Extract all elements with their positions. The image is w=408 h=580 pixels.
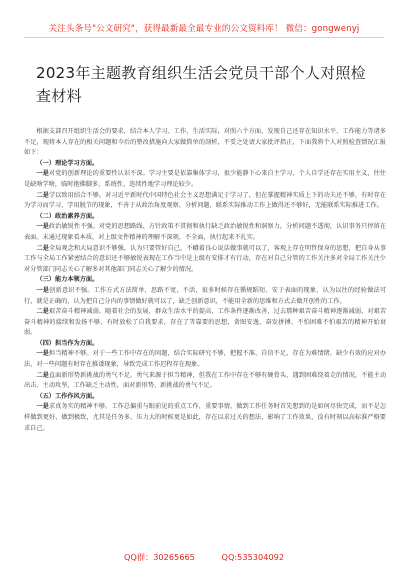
paragraph-lead: 一是	[36, 350, 49, 358]
paragraph-lead: 二是	[36, 244, 49, 252]
document-body	[24, 127, 386, 434]
paragraph-text: 创新意识不强。工作方式方法简单，思路不宽、不活，很多时候存在循规蹈矩、安于表面的现象，认为以往的经验做法可行，就是正确的，认为把自己分内的事情做好就可以了，缺乏创新意识，不能用全新的思维和方式去做开创性的工作。	[24, 286, 387, 305]
promo-banner[interactable]: 关注头条号"公文研究"，获得最新最全最专业的公文资料库！ 微信：gongwenyj	[48, 24, 360, 34]
paragraph-lead: 二是	[36, 191, 49, 199]
section-heading-theory: （一）理论学习方面。	[36, 159, 99, 167]
paragraph-lead: 二是	[36, 371, 49, 379]
contact-footer	[0, 552, 408, 563]
paragraph-lead: 一是	[36, 223, 49, 231]
paragraph-text: 求真务实的精神不够。工作总偏重与眼前见的重点工作，重要事情，做到工作任务时首先想到的是如何尽快完成，而不是怎样做到更好、做到极致，尤其是任务多、压力大的时候更是如此，存在以求过关的想法，影响了工作效果，没有时刻以高标准严格要求自己。	[24, 403, 387, 432]
paragraph	[24, 191, 386, 212]
intro-paragraph: 根据支部召开组织生活会的要求，结合本人学习、工作、生活实际，对照六个方面，发现自己还存在知识水平、工作能力等诸多不足，现将本人存在的相关问题和今后的整改措施向大家做简单的剖析，不妥之处请大家批评指正，下面我将个人对照检查情况汇报如下：	[24, 128, 386, 157]
document-title: 2023年主题教育组织生活会党员干部个人对照检查材料	[36, 64, 367, 105]
paragraph	[24, 169, 386, 190]
paragraph-text: 对党的创新理论的重要性认识不深。学习主要是依靠集体学习，很少能静下心来自主学习，个人自学还存在实用主义，往往是缺啥学啥，临时抱佛脚多，系统性、连续性地学习理论较少。	[24, 170, 387, 188]
paragraph-text: 学以致用结合不够。对习近平新时代中国特色社会主义思想满足于学习了，但在掌握精神实质上下的功夫还不够，有时存在为学习而学习，学用脱节的现象，不善于从政治角度观察、分析问题，联系实际推动工作上做得还不够好，无能联系实际推进工作。	[24, 191, 387, 210]
paragraph-text: 艰苦奋斗精神减弱。随着社会的发展，群众生活水平的提高，工作条件逐渐改善，过去那种艰苦奋斗精神逐渐减弱，对艰苦奋斗精神的接续和发扬不够，有时放松了自我要求，存在了等靠要的思想，贪图安逸，奋发拼搏、不怕困难不怕艰苦的精神开始衰弱。	[24, 308, 387, 337]
paragraph	[24, 307, 386, 339]
section-heading-politics: （二）政治素养方面。	[36, 212, 99, 220]
paragraph	[24, 371, 386, 392]
paragraph	[24, 402, 386, 434]
paragraph-text: 直面新形势新挑战的勇气不足。勇气来源于担当精神，但我在工作中存在不够有硬骨头、遇到困难绕着走的情况，不能主动出击、主动攻坚，工作缺乏主动性，面对新形势、新挑战的勇气不足。	[24, 371, 387, 390]
paragraph-lead: 一是	[36, 170, 49, 178]
paragraph-lead: 一是	[36, 286, 50, 294]
paragraph	[24, 222, 386, 243]
section-heading-work-style: （五）工作作风方面。	[36, 392, 99, 400]
paragraph-lead: 二是	[36, 308, 49, 316]
paragraph-text: 政治敏锐性不强。对党的思想路线、方针政策不贯彻和执行缺乏政治敏锐性和洞察力，分析问题不透彻，认识事务只停留在表面。未通过现象看本质，对上级文件精神的理解不深刻、不全面，执行起来不扎实。	[24, 223, 387, 241]
paragraph-text: 全局观念和大局意识不够强。认为只要管好自己，不峨着良心说话做事就可以了，客观上存在明哲保身的思想，把自身从事工作与全局工作紧密结合的意识还不够敏锐表现在工作当中是上级有安排才有行动，存在对自己分管的工作关注多对全局工作关注少对分管部门同志关心了解多对其他部门同志关心了解少的情况。	[24, 244, 387, 273]
header-divider	[24, 37, 384, 38]
paragraph-lead: 一是	[36, 403, 49, 411]
qq-group-number[interactable]: QQ群：30265665	[123, 552, 195, 562]
paragraph	[24, 244, 386, 276]
paragraph	[24, 286, 386, 307]
section-heading-responsibility: （四）担当作为方面。	[36, 339, 99, 347]
paragraph	[24, 349, 386, 370]
qq-contact-number[interactable]: QQ:535304092	[221, 552, 285, 562]
section-heading-ability: （三）能力本领方面。	[36, 276, 99, 284]
paragraph-text: 担当精神不够。对于一些工作中存在的问题，结合实际研究不够，把握不准、自信不足，存在为难情绪，缺少有效的应对办法，对一些问题有时存在推诿现象，导致完成工作迟程存在现象。	[24, 350, 387, 369]
